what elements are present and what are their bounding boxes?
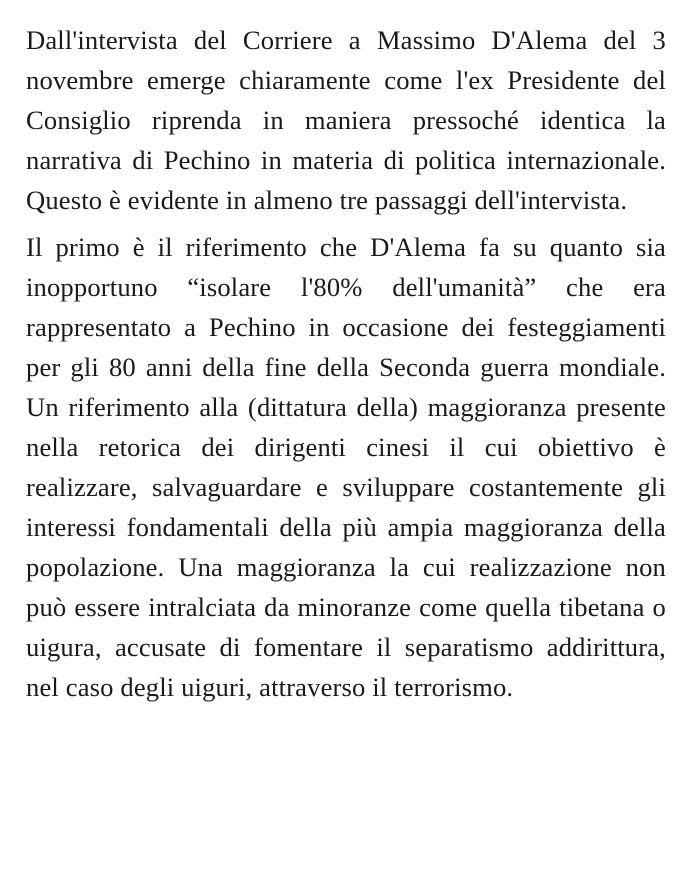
article-text bbox=[26, 20, 666, 707]
paragraph-intro: Dall'intervista del Corriere a Massimo D'Alema del 3 novembre emerge chiaramente come l'ex Presidente del Consiglio riprenda in maniera pressoché identica la narrativa di Pechino in materia di politica internazionale. Questo è evidente in almeno tre passaggi dell'intervista. bbox=[26, 25, 666, 215]
paragraph-first-point: Il primo è il riferimento che D'Alema fa su quanto sia inopportuno “isolare l'80% dell'umanità” che era rappresentato a Pechino in occasione dei festeggiamenti per gli 80 anni della fine della Seconda guerra mondiale. Un riferimento alla (dittatura della) maggioranza presente nella retorica dei dirigenti cinesi il cui obiettivo è realizzare, salvaguardare e sviluppare costantemente gli interessi fondamentali della più ampia maggioranza della popolazione. Una maggioranza la cui realizzazione non può essere intralciata da minoranze come quella tibetana o uigura, accusate di fomentare il separatismo addirittura, nel caso degli uiguri, attraverso il terrorismo. bbox=[26, 232, 666, 702]
